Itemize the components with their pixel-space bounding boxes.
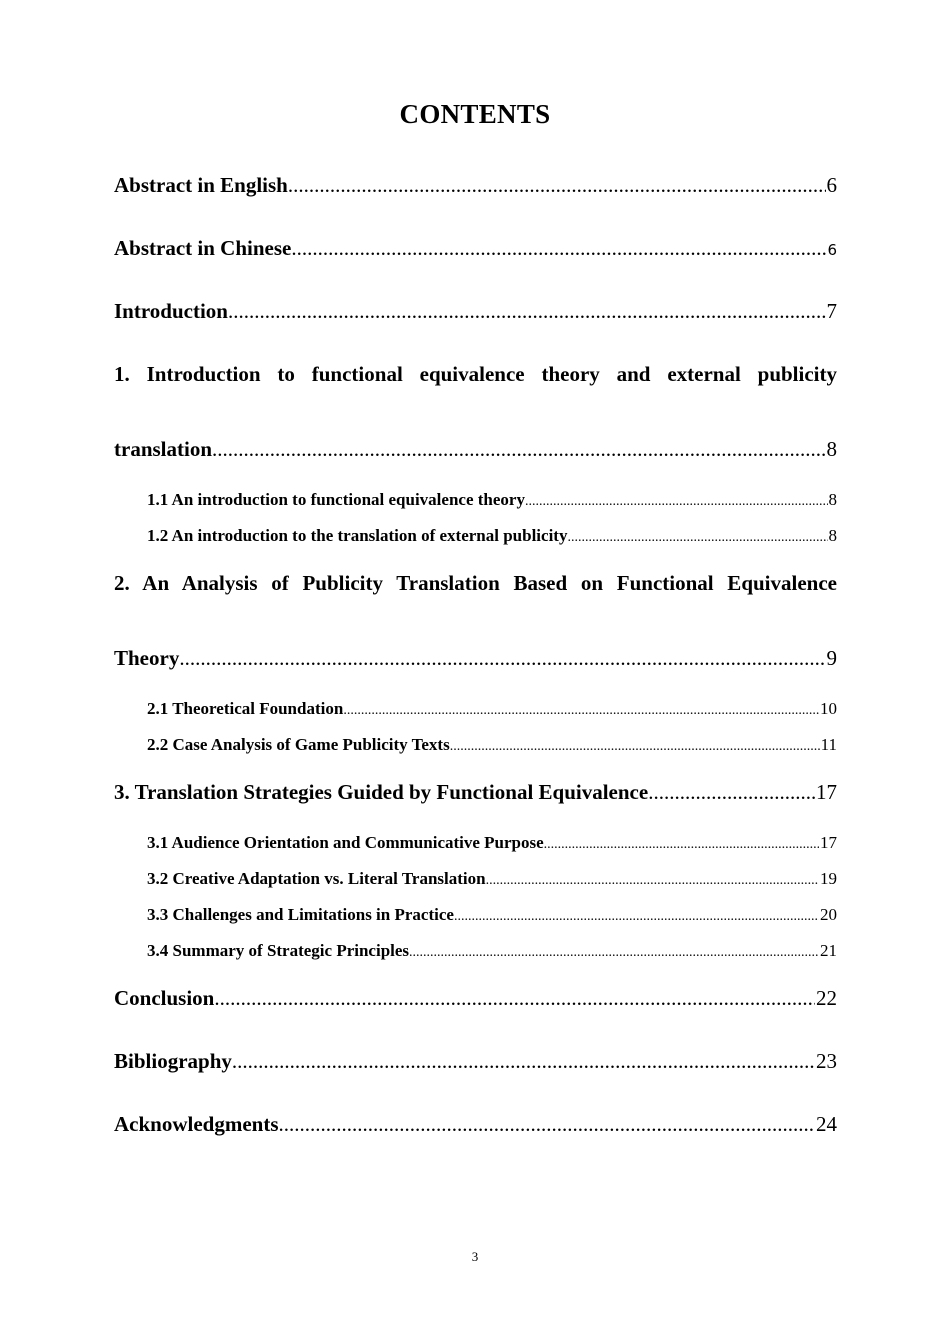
toc-entry-2-1[interactable] <box>147 699 837 719</box>
toc-label: Introduction <box>114 299 228 323</box>
toc-entry-acknowledgments[interactable] <box>114 1112 837 1137</box>
toc-page-number: 11 <box>820 735 837 754</box>
toc-entry-chapter-1[interactable] <box>114 437 837 462</box>
toc-entry-abstract-english[interactable] <box>114 173 837 198</box>
toc-leader <box>212 437 825 462</box>
toc-entry-3-3[interactable] <box>147 905 837 925</box>
toc-leader <box>567 530 827 546</box>
toc-entry-bibliography[interactable] <box>114 1049 837 1074</box>
toc-page-number: 23 <box>816 1049 837 1073</box>
toc-label: 3. Translation Strategies Guided by Functional Equivalence <box>114 780 649 804</box>
toc-chapter-2-line1[interactable]: 2. An Analysis of Publicity Translation Based on Functional Equivalence <box>114 571 837 595</box>
toc-page-number: 8 <box>826 437 837 461</box>
toc-chapter-1-line1[interactable]: 1. Introduction to functional equivalence theory and external publicity <box>114 362 837 386</box>
toc-entry-conclusion[interactable] <box>114 986 837 1011</box>
toc-page-number: 7 <box>826 299 837 323</box>
toc-leader <box>279 1112 815 1137</box>
toc-page-number: 20 <box>820 905 837 924</box>
toc-leader <box>648 780 815 805</box>
toc-label: Acknowledgments <box>114 1112 279 1136</box>
toc-leader <box>232 1049 815 1074</box>
toc-page-number: 6 <box>827 241 837 259</box>
toc-entry-3-4[interactable] <box>147 941 837 961</box>
toc-label: 2.1 Theoretical Foundation <box>147 699 344 718</box>
toc-page-number: 24 <box>816 1112 837 1136</box>
toc-entry-introduction[interactable] <box>114 299 837 324</box>
toc-entry-2-2[interactable] <box>147 735 837 755</box>
toc-leader <box>228 299 826 324</box>
toc-leader <box>214 986 815 1011</box>
toc-label: Bibliography <box>114 1049 232 1073</box>
toc-label: 2.2 Case Analysis of Game Publicity Texts <box>147 735 450 754</box>
toc-entry-1-1[interactable] <box>147 490 837 510</box>
toc-leader <box>409 945 819 961</box>
toc-label: 3.2 Creative Adaptation vs. Literal Translation <box>147 869 486 888</box>
toc-page-number: 6 <box>826 173 837 197</box>
toc-page-number: 17 <box>816 780 837 804</box>
toc-label: Abstract in English <box>114 173 288 197</box>
toc-entry-abstract-chinese[interactable] <box>114 236 837 261</box>
toc-label: Theory <box>114 646 180 670</box>
page-title: CONTENTS <box>399 99 551 129</box>
toc-page-number: 22 <box>816 986 837 1010</box>
toc-label: 1.2 An introduction to the translation of external publicity <box>147 526 568 545</box>
toc-leader <box>454 909 819 925</box>
toc-entry-chapter-3[interactable] <box>114 780 837 805</box>
toc-label: 1.1 An introduction to functional equivalence theory <box>147 490 525 509</box>
toc-page-number: 17 <box>820 833 837 852</box>
toc-leader <box>179 646 825 671</box>
toc-label: Abstract in Chinese <box>114 236 292 260</box>
toc-page-number: 21 <box>820 941 837 960</box>
toc-leader <box>525 494 828 510</box>
toc-page-number: 19 <box>820 869 837 888</box>
toc-page-number: 9 <box>826 646 837 670</box>
toc-label: Conclusion <box>114 986 215 1010</box>
toc-page-number: 10 <box>820 699 837 718</box>
toc-entry-3-2[interactable] <box>147 869 837 889</box>
toc-leader <box>291 236 826 261</box>
toc-label: 3.3 Challenges and Limitations in Practice <box>147 905 454 924</box>
toc-label: translation <box>114 437 213 461</box>
page-number: 3 <box>471 1249 479 1264</box>
toc-entry-1-2[interactable] <box>147 526 837 546</box>
toc-page-number: 8 <box>828 526 837 545</box>
toc-page-number: 8 <box>828 490 837 509</box>
toc-entry-3-1[interactable] <box>147 833 837 853</box>
toc-leader <box>288 173 826 198</box>
toc-leader <box>544 837 819 853</box>
toc-leader <box>343 703 819 719</box>
toc-leader <box>450 739 820 755</box>
toc-entry-chapter-2[interactable] <box>114 646 837 671</box>
toc-label: 3.1 Audience Orientation and Communicative Purpose <box>147 833 544 852</box>
toc-leader <box>486 873 819 889</box>
toc-label: 3.4 Summary of Strategic Principles <box>147 941 410 960</box>
